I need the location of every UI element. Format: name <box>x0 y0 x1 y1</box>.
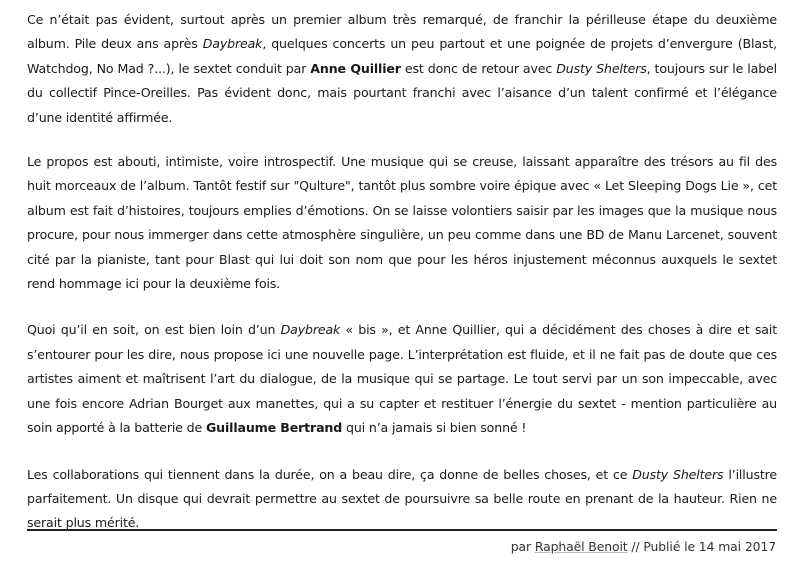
musician-name-guillaume-bertrand: Guillaume Bertrand <box>205 420 343 436</box>
text-run: est donc de retour avec <box>400 60 557 76</box>
text-run: l’illustre parfaitement. Un disque qui devrait permettre au sextet de poursuivre sa belle route en prenant de la hauteur. Rien ne serait plus mérité. <box>27 466 778 531</box>
text-run: Le propos est abouti, intimiste, voire introspectif. Une musique qui se creuse, laissant apparaître des trésors au fil des huit morceaux de l’album. Tantôt festif sur "Qulture", tantôt plus sombre voire épique avec « Let Sleeping Dogs Lie », cet album est fait d’histoires, toujours emplies d’émotions. On se laisse volontiers saisir par les images que la musique nous procure, pour nous immerger dans cette atmosphère singulière, un peu comme dans une BD de Manu Larcenet, souvent cité par la pianiste, tant pour Blast qui lui doit son nom que pour les héros injustement méconnus auxquels le sextet rend hommage ici pour la deuxième fois. <box>27 154 777 292</box>
author-link[interactable]: Raphaël Benoit <box>534 539 628 554</box>
text-run: Quoi qu’il en soit, on est bien loin d’un <box>27 322 281 338</box>
paragraph-1 <box>27 8 777 130</box>
publish-date: // Publié le 14 mai 2017 <box>627 539 776 554</box>
divider <box>27 529 777 531</box>
text-run: Les collaborations qui tiennent dans la durée, on a beau dire, ça donne de belles choses, et ce <box>27 466 633 482</box>
album-title-dusty-shelters: Dusty Shelters <box>556 60 647 76</box>
paragraph-4 <box>27 463 777 536</box>
text-run: « bis », et Anne Quillier, qui a décidément des choses à dire et sait s’entourer pour les dire, nous propose ici une nouvelle page. L’interprétation est fluide, et il ne fait pas de doute que ces artistes aiment et maîtrisent l’art du dialogue, de la musique qui se partage. Le tout servi par un son impeccable, avec une fois encore Adrian Bourget aux manettes, qui a su capter et restituer l’énergie du sextet - mention particulière au soin apporté à la batterie de <box>27 322 777 436</box>
paragraph-2 <box>27 150 777 296</box>
paragraph-3 <box>27 318 777 440</box>
album-title-daybreak: Daybreak <box>280 322 341 338</box>
text-run: , quelques concerts un peu partout et une poignée de projets d’envergure (Blast, Watchdog, No Mad ?...), le sextet conduit par <box>27 36 777 76</box>
text-run: Ce n’était pas évident, surtout après un premier album très remarqué, de franchir la périlleuse étape du deuxième album. Pile deux ans après <box>27 12 777 52</box>
artist-name-anne-quillier: Anne Quillier <box>310 60 401 76</box>
text-run: qui n’a jamais si bien sonné ! <box>342 420 527 436</box>
byline <box>511 539 776 554</box>
album-title-daybreak: Daybreak <box>202 36 263 52</box>
text-run: , toujours sur le label du collectif Pince-Oreilles. Pas évident donc, mais pourtant franchi avec l’aisance d’un talent confirmé et l’élégance d’une identité affirmée. <box>27 60 777 125</box>
article-body <box>27 8 777 556</box>
album-title-dusty-shelters: Dusty Shelters <box>632 466 724 482</box>
byline-prefix: par <box>510 539 535 554</box>
